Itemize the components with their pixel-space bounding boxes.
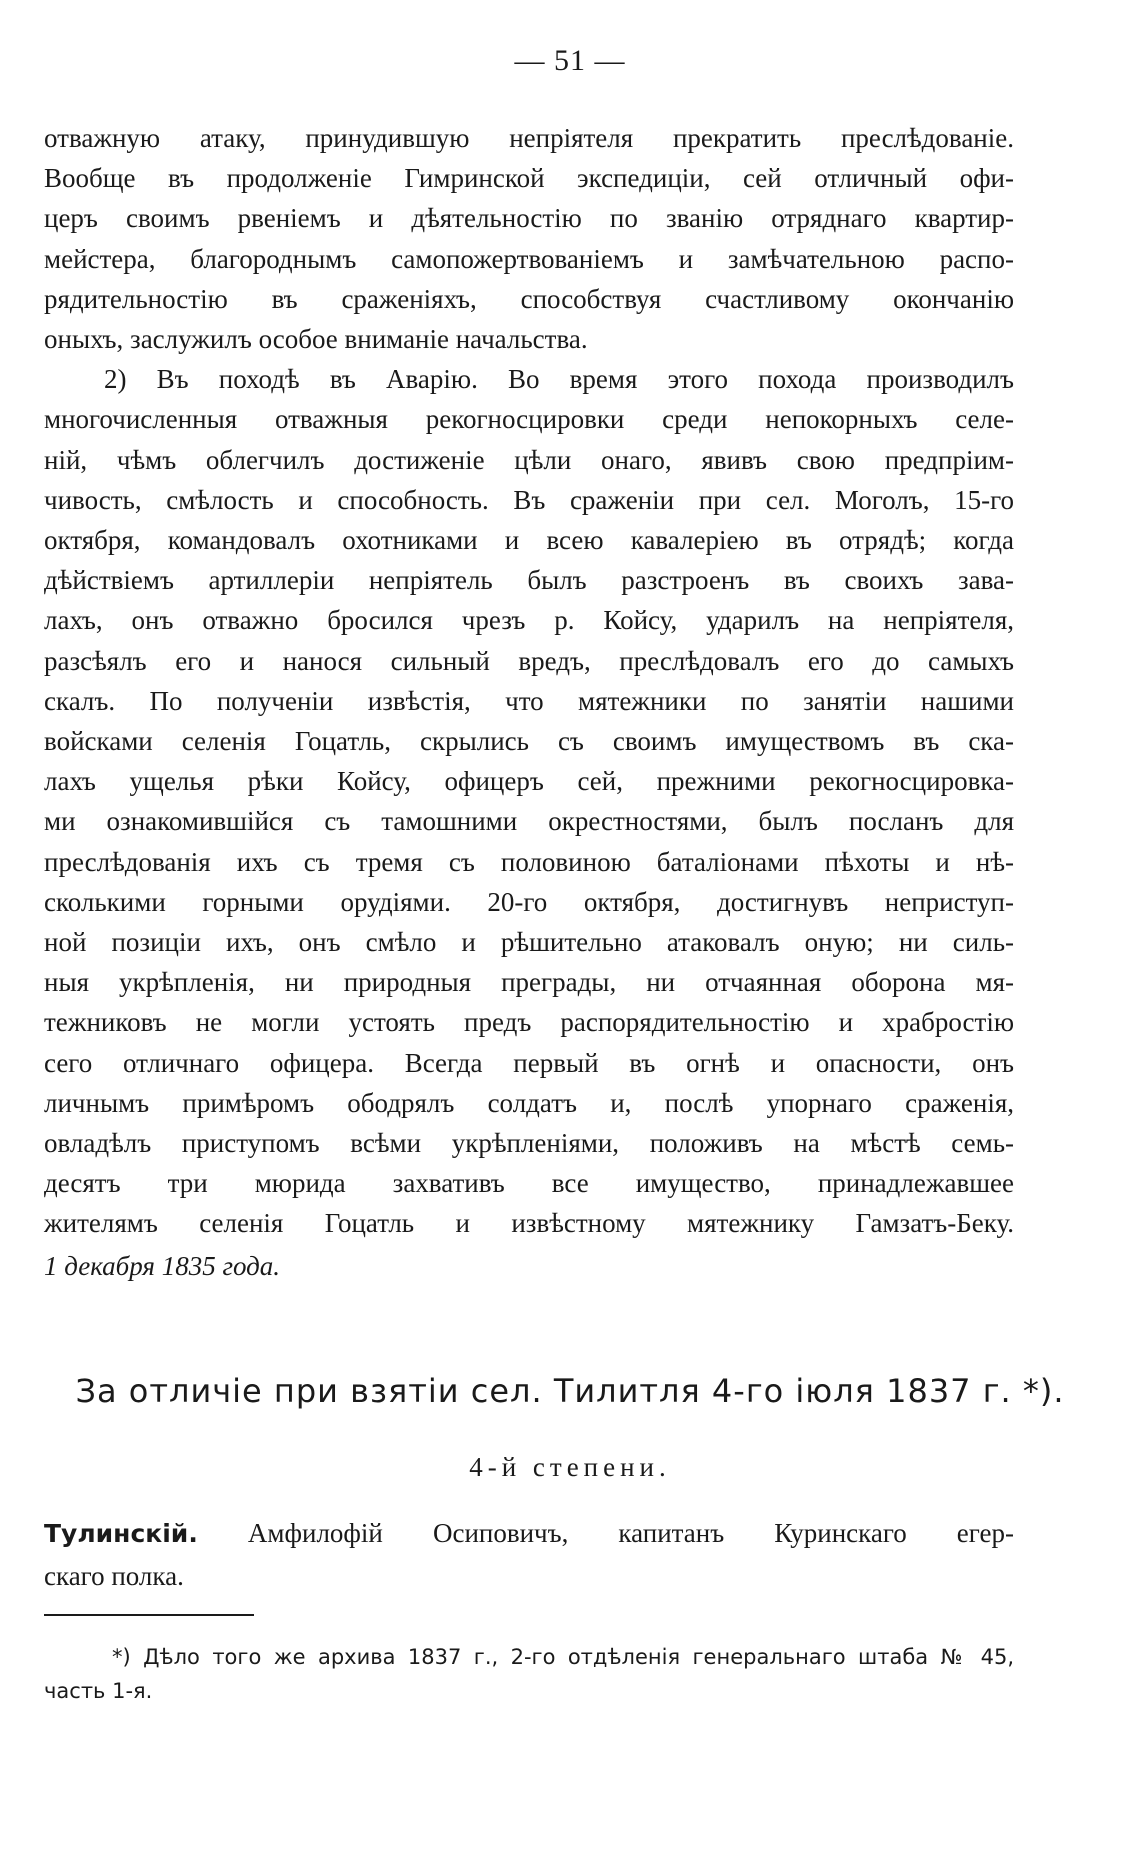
text-line: сколькими горными орудіями. 20-го октября, достигнувъ неприступ- (44, 886, 1014, 917)
entry-text-continued: скаго полка. (44, 1561, 184, 1591)
degree-subheading: 4-й степени. (469, 1452, 671, 1482)
text-line: 2) Въ походѣ въ Аварію. Во время этого похода производилъ (104, 364, 1014, 395)
footnote (44, 1640, 1014, 1708)
text-line: разсѣялъ его и нанося сильный вредъ, преслѣдовалъ его до самыхъ (44, 645, 1014, 676)
text-line: ной позиціи ихъ, онъ смѣло и рѣшительно атаковалъ оную; ни силь- (44, 927, 1014, 958)
text-line: лахъ ущелья рѣки Койсу, офицеръ сей, прежними рекогносцировка- (44, 766, 1014, 797)
text-line: Вообще въ продолженіе Гимринской экспедиціи, сей отличный офи- (44, 163, 1014, 194)
text-line: ній, чѣмъ облегчилъ достиженіе цѣли онаго, явивъ свою предпріим- (44, 444, 1014, 475)
date-line: 1 декабря 1835 года. (44, 1250, 281, 1281)
footnote-line: *) Дѣло того же архива 1837 г., 2-го отдѣленія генеральнаго штаба № 45, (112, 1645, 1014, 1669)
text-line: отважную атаку, принудившую непріятеля прекратить преслѣдованіе. (44, 123, 1014, 153)
text-line: церъ своимъ рвеніемъ и дѣятельностію по званію отряднаго квартир- (44, 203, 1014, 234)
text-line: сего отличнаго офицера. Всегда первый въ огнѣ и опасности, онъ (44, 1047, 1014, 1078)
text-line: мейстера, благороднымъ самопожертвованіемъ и замѣчательною распо- (44, 243, 1014, 274)
text-line: ныя укрѣпленія, ни природныя преграды, ни отчаянная оборона мя- (44, 967, 1014, 998)
text-line: войсками селенія Гоцатль, скрылись съ своимъ имуществомъ въ ска- (44, 726, 1014, 757)
entry-name: Тулинскій. (44, 1519, 198, 1548)
text-line: жителямъ селенія Гоцатль и извѣстному мятежнику Гамзатъ-Беку. (44, 1208, 1014, 1239)
text-line: преслѣдованія ихъ съ тремя съ половиною баталіонами пѣхоты и нѣ- (44, 846, 1014, 877)
footnote-divider (44, 1614, 254, 1616)
text-line: многочисленныя отважныя рекогносцировки среди непокорныхъ селе- (44, 404, 1014, 435)
text-line: личнымъ примѣромъ ободрялъ солдатъ и, послѣ упорнаго сраженія, (44, 1087, 1014, 1118)
text-line: ми ознакомившійся съ тамошними окрестностями, былъ посланъ для (44, 806, 1014, 837)
page-number: — 51 — (514, 44, 626, 77)
text-line: лахъ, онъ отважно бросился чрезъ р. Койсу, ударилъ на непріятеля, (44, 605, 1014, 636)
text-line: тежниковъ не могли устоять предъ распорядительностію и храбростію (44, 1007, 1014, 1038)
text-line: оныхъ, заслужилъ особое вниманіе начальства. (44, 324, 588, 355)
text-line: овладѣлъ приступомъ всѣми укрѣпленіями, положивъ на мѣстѣ семь- (44, 1128, 1014, 1159)
text-line: чивость, смѣлость и способность. Въ сраженіи при сел. Моголъ, 15-го (44, 484, 1014, 515)
entry-text: Амфилофій Осиповичъ, капитанъ Куринскаго егер- (197, 1518, 1014, 1548)
text-line: рядительностію въ сраженіяхъ, способствуя счастливому окончанію (44, 283, 1014, 314)
footnote-line: часть 1-я. (44, 1679, 153, 1703)
text-line: октября, командовалъ охотниками и всею кавалеріею въ отрядѣ; когда (44, 525, 1014, 556)
body-text (44, 118, 1014, 1286)
award-entry (44, 1512, 1014, 1597)
text-line: скалъ. По полученіи извѣстія, что мятежники по занятіи нашими (44, 685, 1014, 716)
text-line: дѣйствіемъ артиллеріи непріятель былъ разстроенъ въ своихъ зава- (44, 565, 1014, 596)
section-heading: За отличіе при взятіи сел. Тилитля 4-го іюля 1837 г. *). (75, 1372, 1065, 1410)
text-line: десятъ три мюрида захвативъ все имущество, принадлежавшее (44, 1168, 1014, 1199)
